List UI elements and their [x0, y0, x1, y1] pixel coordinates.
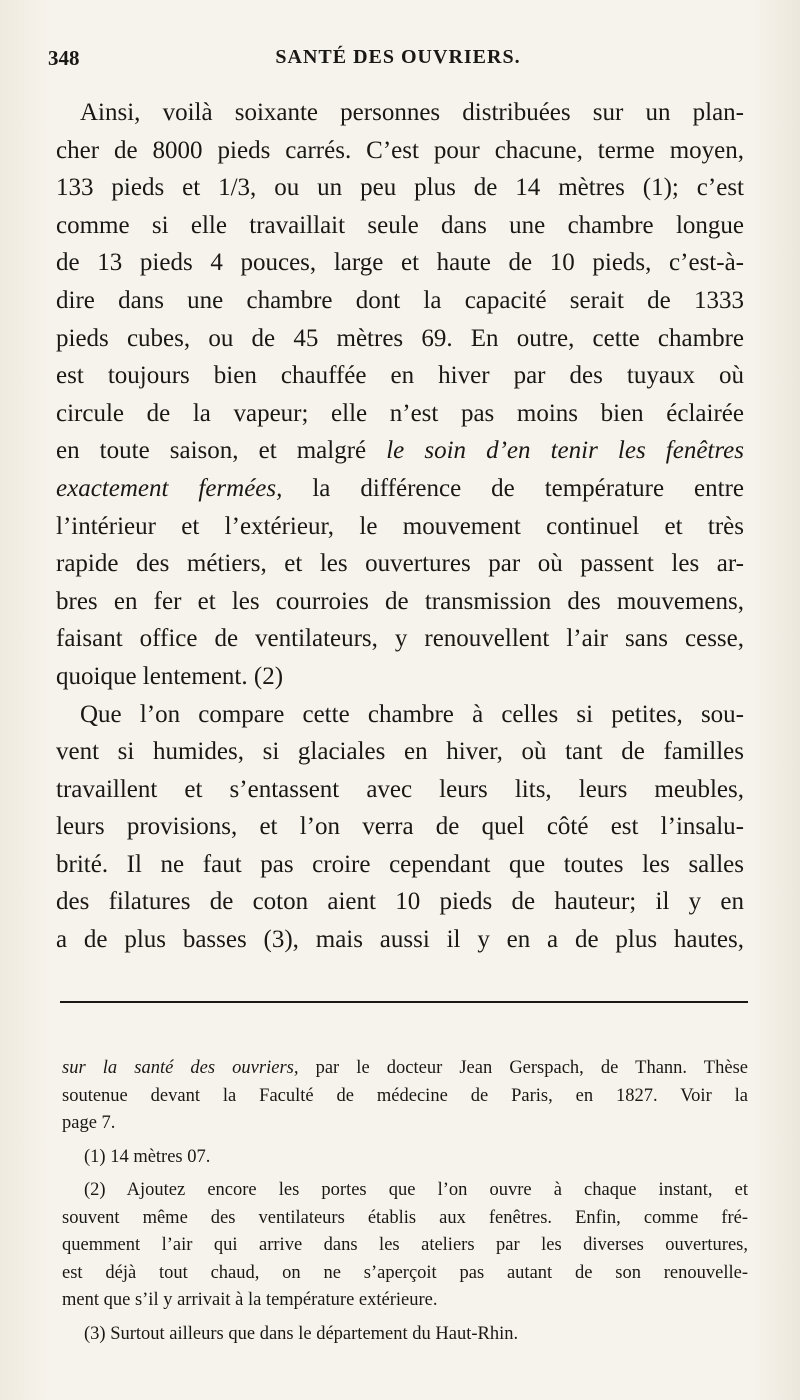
text-line: brité. Il ne faut pas croire cependant que toutes les salles: [56, 850, 744, 878]
text-line-mixed: [56, 432, 744, 470]
footnote-line: (1) 14 mètres 07.: [84, 1146, 211, 1167]
running-title: SANTÉ DES OUVRIERS.: [275, 46, 521, 68]
footnote-line: (2) Ajoutez encore les portes que l’on ouvre à chaque instant, et: [84, 1180, 748, 1200]
footnote-line: soutenue devant la Faculté de médecine de Paris, en 1827. Voir la: [62, 1085, 748, 1106]
text-line: Ainsi, voilà soixante personnes distribuées sur un plan-: [80, 99, 744, 126]
text-line: des filatures de coton aient 10 pieds de hauteur; il y en: [56, 888, 744, 916]
text-line: l’intérieur et l’extérieur, le mouvement continuel et très: [56, 512, 744, 540]
page-number: 348: [48, 46, 80, 70]
footnote-line: page 7.: [62, 1113, 116, 1133]
text-line: est toujours bien chauffée en hiver par des tuyaux où: [56, 362, 744, 390]
text-line: circule de la vapeur; elle n’est pas moins bien éclairée: [56, 399, 744, 427]
text-line: faisant office de ventilateurs, y renouvellent l’air sans cesse,: [56, 625, 744, 653]
footnote-line: (3) Surtout ailleurs que dans le département du Haut-Rhin.: [84, 1323, 519, 1344]
main-text: [56, 94, 744, 959]
text-segment: en toute saison, et malgré: [56, 437, 387, 465]
text-line: de 13 pieds 4 pouces, large et haute de 10 pieds, c’est-à-: [56, 249, 744, 277]
text-segment: la différence de température entre: [282, 474, 744, 502]
page-header: [48, 46, 748, 76]
text-line-mixed: [56, 470, 744, 508]
footnote-line: ment que s’il y arrivait à la température extérieure.: [62, 1290, 438, 1310]
text-line: travaillent et s’entassent avec leurs lits, leurs meubles,: [56, 775, 744, 803]
text-line: comme si elle travaillait seule dans une chambre longue: [56, 211, 744, 239]
italic-phrase: exactement fermées,: [56, 474, 283, 502]
text-line: leurs provisions, et l’on verra de quel côté est l’insalu-: [56, 813, 744, 841]
italic-phrase: le soin d’en tenir les fenêtres: [386, 437, 744, 465]
text-line: vent si humides, si glaciales en hiver, où tant de familles: [56, 738, 744, 766]
text-line: rapide des métiers, et les ouvertures par où passent les ar-: [56, 550, 744, 578]
text-line: bres en fer et les courroies de transmission des mouvemens,: [56, 587, 744, 615]
text-line: cher de 8000 pieds carrés. C’est pour chacune, terme moyen,: [56, 136, 744, 164]
text-line: Que l’on compare cette chambre à celles si petites, sou-: [80, 700, 744, 728]
footnote-rule: [60, 1001, 748, 1003]
text-segment: par le docteur Jean Gerspach, de Thann. Thèse: [298, 1058, 748, 1078]
italic-phrase: sur la santé des ouvriers,: [62, 1058, 299, 1078]
text-line: 133 pieds et 1/3, ou un peu plus de 14 mètres (1); c’est: [56, 174, 744, 202]
text-line: a de plus basses (3), mais aussi il y en a de plus hautes,: [56, 926, 744, 954]
text-line: pieds cubes, ou de 45 mètres 69. En outre, cette chambre: [56, 324, 744, 352]
footnote-line: souvent même des ventilateurs établis aux fenêtres. Enfin, comme fré-: [62, 1207, 748, 1228]
text-line: dire dans une chambre dont la capacité serait de 1333: [56, 286, 744, 314]
footnotes: [62, 1055, 748, 1348]
footnote-line-mixed: [62, 1055, 748, 1083]
footnote-line: quemment l’air qui arrive dans les ateliers par les diverses ouvertures,: [62, 1235, 748, 1255]
text-line: quoique lentement. (2): [56, 662, 284, 690]
footnote-line: est déjà tout chaud, on ne s’aperçoit pas autant de son renouvelle-: [62, 1262, 748, 1283]
